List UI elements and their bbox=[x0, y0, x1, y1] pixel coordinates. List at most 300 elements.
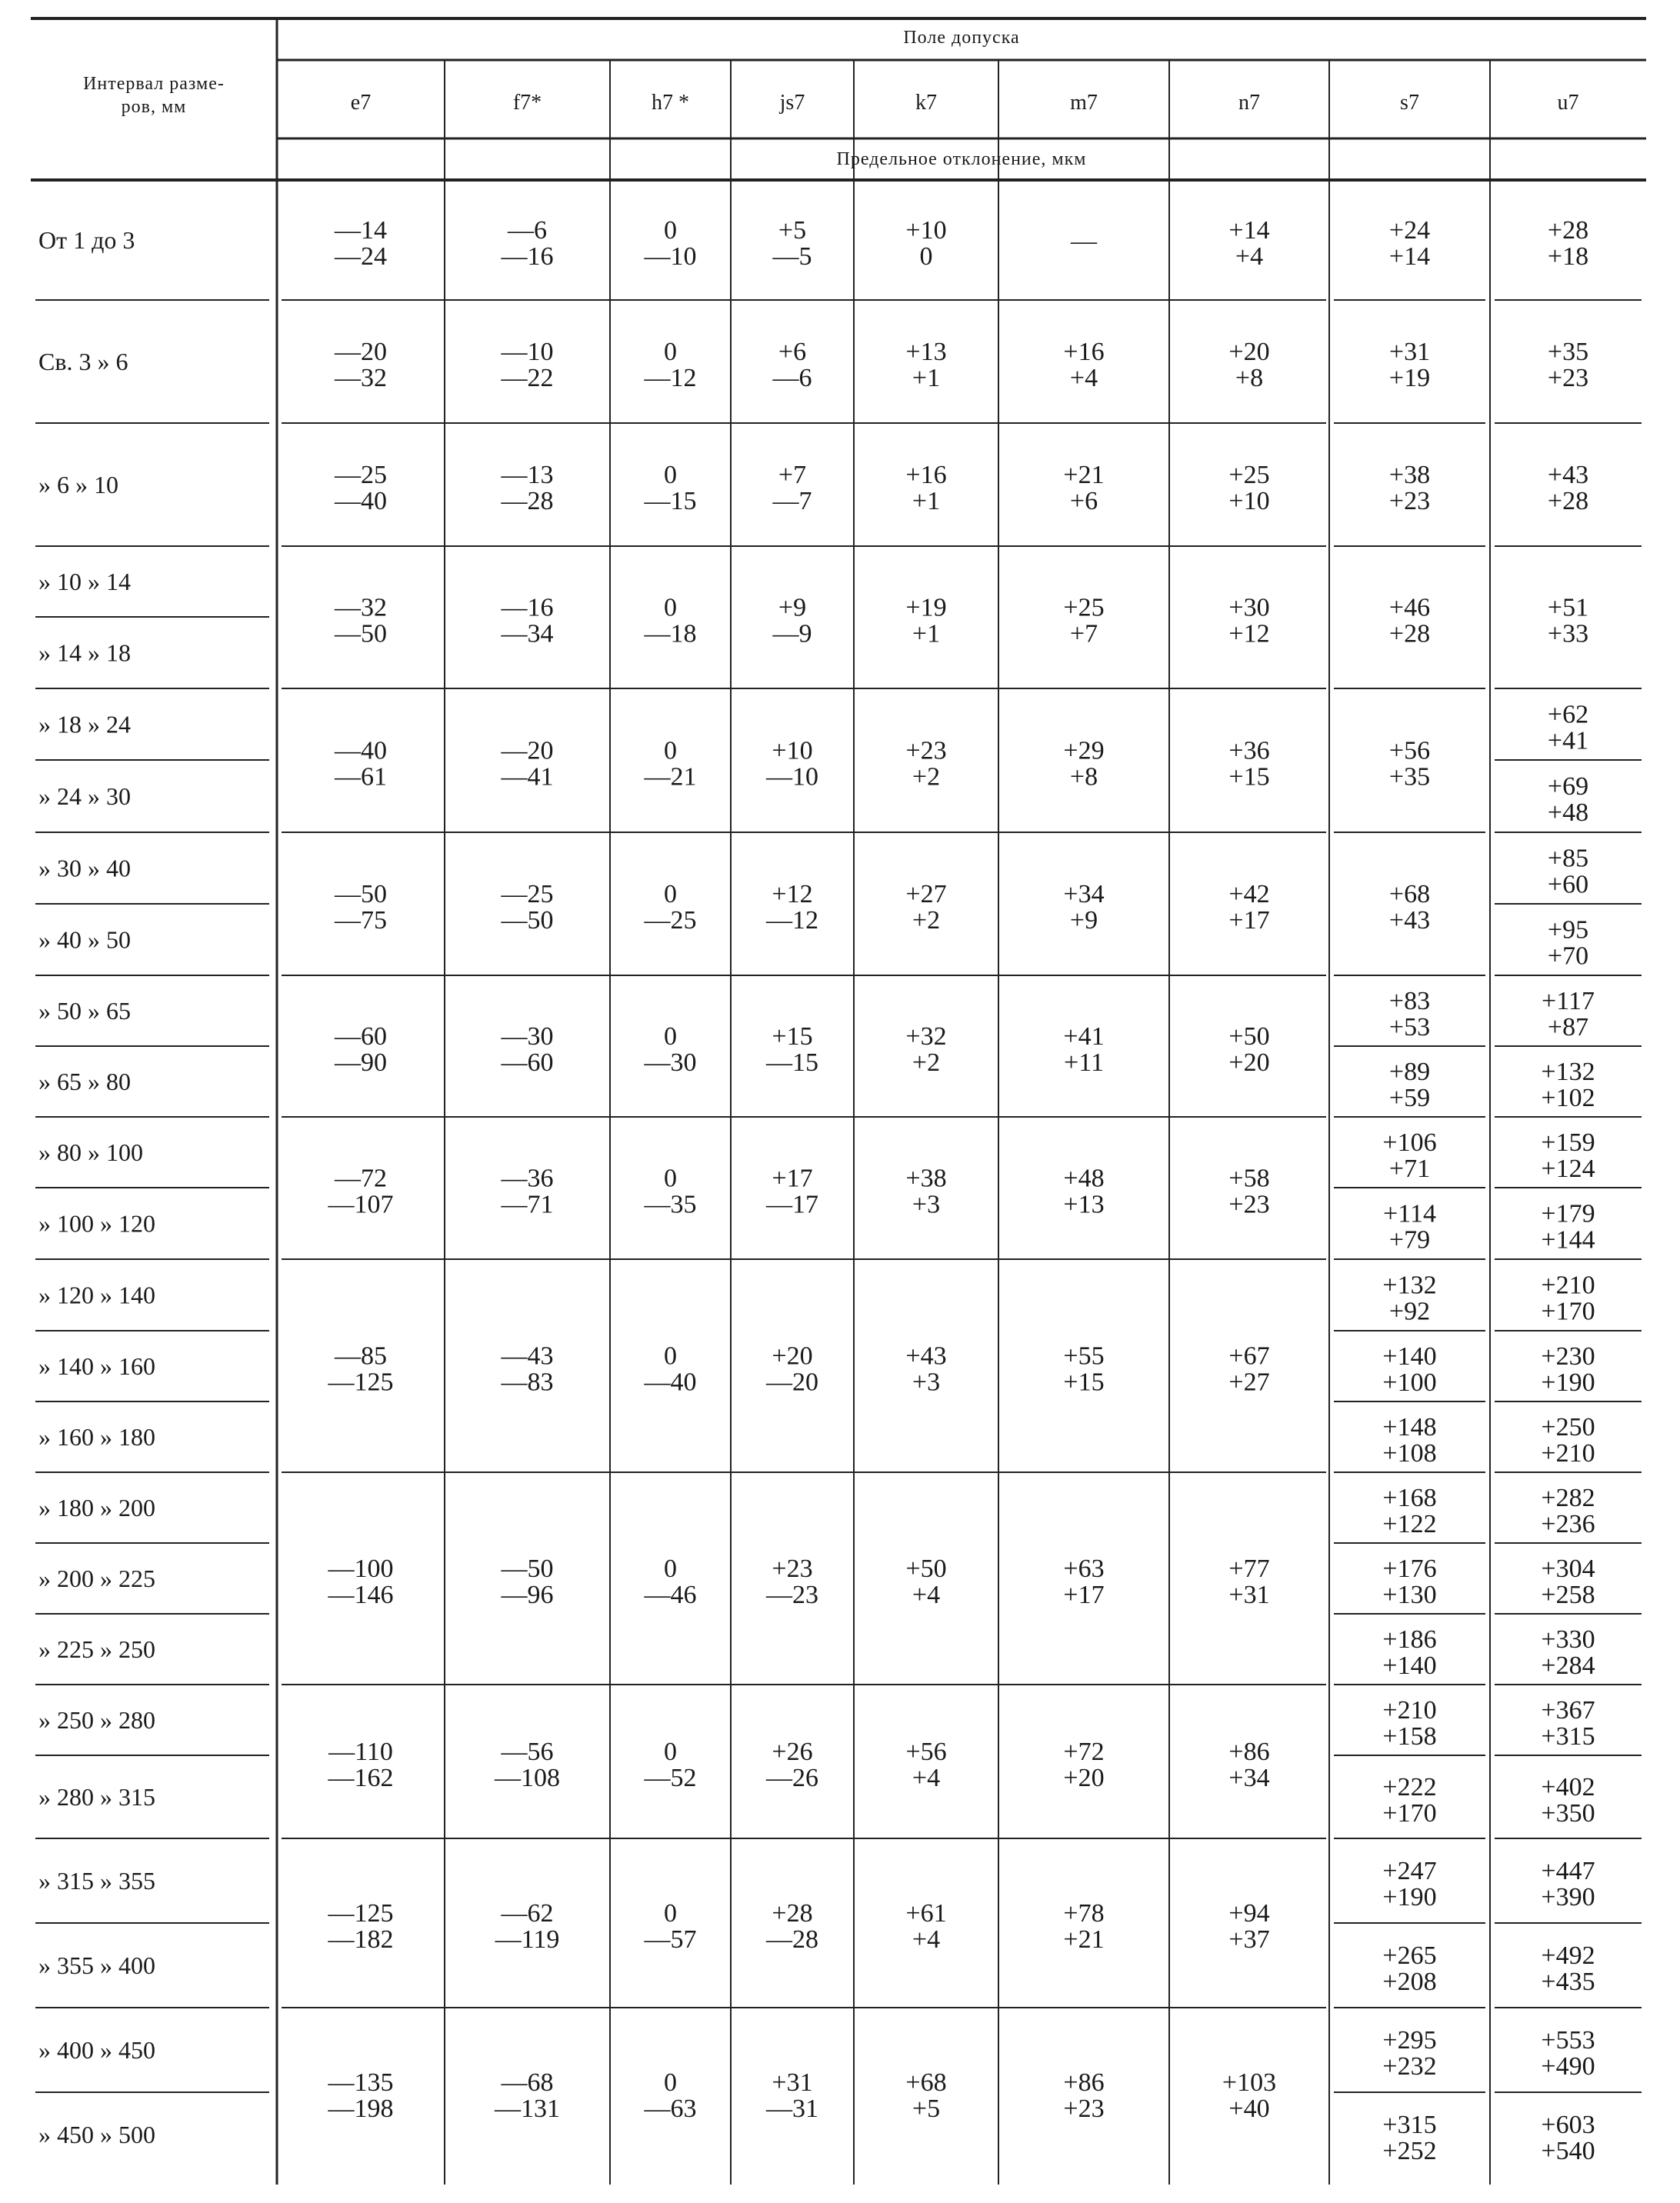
cell-h7-lower: —57 bbox=[644, 1925, 697, 1954]
cell-f7-upper: —50 bbox=[501, 1555, 554, 1583]
cell-h7-upper: 0 bbox=[664, 461, 677, 489]
cell-e7-lower: —50 bbox=[335, 619, 387, 648]
cell-js7-lower: —9 bbox=[772, 619, 812, 648]
cell-u7-lower: +33 bbox=[1547, 619, 1589, 648]
cell-e7-lower: —125 bbox=[328, 1368, 394, 1397]
cell-f7-upper: —56 bbox=[501, 1738, 554, 1766]
cell-k7-upper: +50 bbox=[905, 1555, 947, 1583]
cell-s7-upper: +132 bbox=[1382, 1271, 1437, 1300]
cell-k7-lower: +1 bbox=[912, 619, 941, 648]
cell-m7-upper: +41 bbox=[1063, 1022, 1105, 1051]
column-header-8: u7 bbox=[1557, 91, 1579, 115]
cell-m7-lower: +8 bbox=[1069, 762, 1098, 792]
cell-u7-lower: +23 bbox=[1547, 364, 1589, 392]
cell-u7-lower: +41 bbox=[1547, 726, 1589, 755]
cell-m7-lower: +9 bbox=[1069, 906, 1098, 935]
cell-u7-lower: +390 bbox=[1541, 1883, 1595, 1911]
cell-h7-upper: 0 bbox=[664, 593, 677, 622]
cell-m7-lower: +15 bbox=[1063, 1368, 1105, 1397]
cell-s7-lower: +43 bbox=[1388, 906, 1431, 935]
cell-n7-lower: +12 bbox=[1228, 619, 1270, 648]
cell-u7-lower: +236 bbox=[1541, 1510, 1595, 1538]
cell-s7-upper: +148 bbox=[1382, 1413, 1437, 1441]
cell-js7-lower: —10 bbox=[766, 762, 818, 792]
cell-m7-lower: +4 bbox=[1069, 364, 1098, 392]
column-header-7: s7 bbox=[1400, 91, 1419, 115]
cell-k7-upper: +13 bbox=[905, 338, 947, 366]
cell-s7-lower: +122 bbox=[1382, 1510, 1437, 1538]
cell-u7-lower: +315 bbox=[1541, 1722, 1595, 1751]
cell-n7-upper: +42 bbox=[1228, 880, 1270, 908]
cell-h7-upper: 0 bbox=[664, 1899, 677, 1928]
cell-m7-upper: +21 bbox=[1063, 461, 1105, 489]
cell-u7-upper: +603 bbox=[1541, 2111, 1595, 2139]
cell-u7-upper: +95 bbox=[1547, 915, 1589, 945]
cell-n7-lower: +4 bbox=[1235, 242, 1264, 271]
cell-u7-upper: +210 bbox=[1541, 1271, 1595, 1300]
interval-header-line-1: Интервал разме- bbox=[83, 74, 225, 94]
cell-e7-lower: —61 bbox=[335, 762, 387, 792]
cell-e7-lower: —75 bbox=[335, 906, 387, 935]
row-label: » 18 » 24 bbox=[38, 710, 131, 738]
cell-u7-lower: +490 bbox=[1541, 2052, 1595, 2081]
cell-s7-lower: +28 bbox=[1388, 619, 1431, 648]
cell-m7-upper: — bbox=[1071, 227, 1097, 255]
cell-s7-upper: +46 bbox=[1388, 593, 1431, 622]
cell-u7-upper: +230 bbox=[1541, 1342, 1595, 1371]
cell-u7-upper: +62 bbox=[1547, 700, 1589, 729]
cell-h7-lower: —18 bbox=[644, 619, 697, 648]
cell-s7-upper: +140 bbox=[1382, 1342, 1437, 1371]
cell-f7-upper: —20 bbox=[501, 736, 554, 765]
cell-s7-upper: +168 bbox=[1382, 1484, 1437, 1512]
cell-js7-lower: —26 bbox=[766, 1764, 818, 1792]
cell-js7-lower: —7 bbox=[772, 487, 812, 515]
cell-f7-upper: —36 bbox=[501, 1164, 554, 1193]
cell-e7-lower: —107 bbox=[328, 1190, 394, 1219]
cell-n7-upper: +20 bbox=[1228, 338, 1270, 366]
field-header: Поле допуска bbox=[903, 28, 1020, 48]
cell-u7-upper: +69 bbox=[1547, 772, 1589, 801]
cell-f7-upper: —43 bbox=[501, 1341, 554, 1371]
cell-n7-lower: +23 bbox=[1228, 1190, 1270, 1219]
row-label: » 315 » 355 bbox=[38, 1867, 155, 1895]
cell-f7-upper: —68 bbox=[501, 2068, 554, 2097]
cell-n7-upper: +77 bbox=[1228, 1555, 1270, 1583]
cell-h7-upper: 0 bbox=[664, 736, 677, 765]
cell-u7-upper: +159 bbox=[1541, 1128, 1595, 1157]
cell-s7-lower: +108 bbox=[1382, 1439, 1437, 1468]
cell-s7-upper: +247 bbox=[1382, 1857, 1437, 1885]
cell-e7-upper: —40 bbox=[335, 736, 387, 765]
cell-f7-lower: —22 bbox=[501, 364, 554, 392]
cell-e7-lower: —182 bbox=[328, 1925, 394, 1954]
cell-s7-lower: +59 bbox=[1388, 1084, 1431, 1112]
cell-f7-lower: —41 bbox=[501, 762, 554, 792]
row-label: » 280 » 315 bbox=[38, 1783, 155, 1811]
cell-js7-lower: —17 bbox=[766, 1190, 818, 1219]
cell-u7-lower: +102 bbox=[1541, 1084, 1595, 1112]
cell-s7-lower: +71 bbox=[1388, 1155, 1431, 1183]
cell-n7-lower: +20 bbox=[1228, 1048, 1270, 1077]
cell-e7-lower: —24 bbox=[335, 242, 387, 271]
cell-m7-upper: +29 bbox=[1063, 736, 1105, 765]
cell-h7-lower: —21 bbox=[644, 762, 697, 792]
cell-u7-lower: +435 bbox=[1541, 1968, 1595, 1996]
cell-f7-upper: —62 bbox=[501, 1899, 554, 1928]
cell-u7-lower: +28 bbox=[1547, 487, 1589, 515]
cell-s7-upper: +56 bbox=[1388, 736, 1431, 765]
cell-k7-upper: +56 bbox=[905, 1738, 947, 1766]
cell-h7-lower: —40 bbox=[644, 1368, 697, 1397]
cell-e7-upper: —60 bbox=[335, 1022, 387, 1051]
cell-f7-lower: —119 bbox=[495, 1925, 560, 1954]
cell-js7-lower: —6 bbox=[772, 364, 812, 392]
cell-js7-upper: +23 bbox=[772, 1555, 813, 1583]
row-label: » 120 » 140 bbox=[38, 1281, 155, 1309]
cell-u7-upper: +402 bbox=[1541, 1773, 1595, 1801]
cell-s7-upper: +106 bbox=[1382, 1128, 1437, 1157]
row-label: » 140 » 160 bbox=[38, 1352, 155, 1380]
cell-js7-upper: +5 bbox=[778, 216, 807, 245]
row-label: Св. 3 » 6 bbox=[38, 348, 128, 375]
cell-k7-upper: +10 bbox=[905, 216, 947, 245]
cell-e7-upper: —25 bbox=[335, 461, 387, 489]
cell-u7-lower: +190 bbox=[1541, 1368, 1595, 1397]
cell-u7-lower: +350 bbox=[1541, 1799, 1595, 1828]
cell-js7-lower: —12 bbox=[766, 906, 818, 935]
cell-s7-lower: +170 bbox=[1382, 1799, 1437, 1828]
cell-s7-lower: +140 bbox=[1382, 1651, 1437, 1680]
cell-u7-lower: +210 bbox=[1541, 1439, 1595, 1468]
cell-u7-lower: +48 bbox=[1547, 798, 1589, 827]
cell-f7-upper: —13 bbox=[501, 461, 554, 489]
cell-k7-upper: +23 bbox=[905, 736, 947, 765]
cell-n7-upper: +14 bbox=[1228, 216, 1270, 245]
cell-n7-upper: +58 bbox=[1228, 1164, 1270, 1193]
cell-js7-upper: +28 bbox=[772, 1899, 813, 1928]
cell-h7-upper: 0 bbox=[664, 2068, 677, 2097]
cell-js7-upper: +10 bbox=[772, 736, 813, 765]
cell-js7-lower: —15 bbox=[766, 1048, 818, 1077]
cell-k7-lower: +4 bbox=[912, 1764, 941, 1792]
cell-n7-lower: +17 bbox=[1228, 906, 1270, 935]
deviation-header: Предельное отклонение, мкм bbox=[836, 149, 1087, 169]
cell-js7-upper: +12 bbox=[772, 880, 813, 908]
cell-m7-upper: +63 bbox=[1063, 1555, 1105, 1583]
row-label: » 40 » 50 bbox=[38, 925, 131, 954]
cell-n7-lower: +15 bbox=[1228, 762, 1270, 792]
cell-u7-upper: +330 bbox=[1541, 1625, 1595, 1654]
cell-js7-upper: +9 bbox=[778, 593, 807, 622]
cell-u7-upper: +367 bbox=[1541, 1696, 1595, 1725]
cell-s7-lower: +100 bbox=[1382, 1368, 1437, 1397]
cell-m7-upper: +78 bbox=[1063, 1899, 1105, 1928]
cell-s7-upper: +176 bbox=[1382, 1555, 1437, 1583]
cell-m7-lower: +11 bbox=[1064, 1048, 1104, 1077]
cell-m7-upper: +72 bbox=[1063, 1738, 1105, 1766]
cell-s7-lower: +14 bbox=[1388, 242, 1431, 271]
column-header-4: k7 bbox=[915, 91, 937, 115]
cell-u7-upper: +492 bbox=[1541, 1941, 1595, 1970]
cell-s7-upper: +68 bbox=[1388, 880, 1431, 908]
cell-n7-upper: +103 bbox=[1222, 2068, 1277, 2097]
cell-s7-upper: +265 bbox=[1382, 1941, 1437, 1970]
cell-e7-upper: —14 bbox=[335, 216, 387, 245]
cell-e7-lower: —162 bbox=[328, 1764, 394, 1792]
cell-k7-lower: +5 bbox=[912, 2095, 941, 2123]
cell-e7-lower: —90 bbox=[335, 1048, 387, 1077]
cell-k7-upper: +19 bbox=[905, 593, 947, 622]
cell-k7-upper: +38 bbox=[905, 1164, 947, 1193]
cell-e7-upper: —125 bbox=[328, 1899, 394, 1928]
cell-n7-upper: +67 bbox=[1228, 1341, 1270, 1371]
cell-s7-lower: +92 bbox=[1388, 1297, 1431, 1326]
cell-u7-upper: +85 bbox=[1547, 844, 1589, 873]
cell-h7-lower: —46 bbox=[644, 1581, 697, 1609]
cell-f7-lower: —34 bbox=[501, 619, 554, 648]
cell-e7-upper: —50 bbox=[335, 880, 387, 908]
cell-s7-upper: +186 bbox=[1382, 1625, 1437, 1654]
cell-s7-upper: +24 bbox=[1388, 216, 1431, 245]
row-label: » 450 » 500 bbox=[38, 2121, 155, 2148]
cell-e7-lower: —146 bbox=[328, 1581, 394, 1609]
cell-h7-upper: 0 bbox=[664, 1555, 677, 1583]
cell-k7-upper: +43 bbox=[905, 1341, 947, 1371]
cell-s7-lower: +79 bbox=[1388, 1225, 1431, 1255]
cell-m7-lower: +23 bbox=[1063, 2095, 1105, 2123]
cell-m7-lower: +6 bbox=[1069, 487, 1098, 515]
cell-m7-lower: +13 bbox=[1063, 1190, 1105, 1219]
cell-u7-lower: +258 bbox=[1541, 1581, 1595, 1609]
cell-m7-upper: +86 bbox=[1063, 2068, 1105, 2097]
cell-h7-lower: —15 bbox=[644, 487, 697, 515]
cell-s7-lower: +130 bbox=[1382, 1581, 1437, 1609]
cell-u7-lower: +87 bbox=[1547, 1013, 1589, 1042]
cell-m7-upper: +34 bbox=[1063, 880, 1105, 908]
cell-h7-upper: 0 bbox=[664, 1738, 677, 1766]
row-label: » 400 » 450 bbox=[38, 2036, 155, 2064]
cell-e7-lower: —198 bbox=[328, 2095, 394, 2123]
row-label: » 225 » 250 bbox=[38, 1635, 155, 1663]
column-header-5: m7 bbox=[1070, 91, 1098, 115]
cell-s7-lower: +19 bbox=[1388, 364, 1431, 392]
cell-k7-lower: 0 bbox=[919, 242, 933, 271]
column-header-3: js7 bbox=[779, 91, 805, 115]
row-label: » 250 » 280 bbox=[38, 1706, 155, 1734]
cell-k7-lower: +4 bbox=[912, 1925, 941, 1954]
cell-js7-upper: +7 bbox=[778, 461, 807, 489]
row-label: » 30 » 40 bbox=[38, 854, 131, 882]
cell-s7-lower: +158 bbox=[1382, 1722, 1437, 1751]
cell-h7-upper: 0 bbox=[664, 1022, 677, 1051]
cell-s7-upper: +222 bbox=[1382, 1773, 1437, 1801]
cell-js7-upper: +15 bbox=[772, 1022, 813, 1051]
row-label: » 10 » 14 bbox=[38, 568, 131, 595]
cell-js7-upper: +31 bbox=[772, 2068, 813, 2097]
cell-k7-upper: +27 bbox=[905, 880, 947, 908]
row-label: » 200 » 225 bbox=[38, 1565, 155, 1592]
cell-k7-upper: +16 bbox=[905, 461, 947, 489]
cell-u7-lower: +18 bbox=[1547, 242, 1589, 271]
cell-k7-upper: +68 bbox=[905, 2068, 947, 2097]
cell-f7-lower: —16 bbox=[501, 242, 554, 271]
row-label: От 1 до 3 bbox=[38, 226, 135, 254]
cell-u7-upper: +304 bbox=[1541, 1555, 1595, 1583]
cell-u7-upper: +51 bbox=[1547, 593, 1589, 622]
cell-n7-upper: +94 bbox=[1228, 1899, 1270, 1928]
cell-k7-lower: +1 bbox=[912, 487, 941, 515]
column-header-6: n7 bbox=[1238, 91, 1260, 115]
row-label: » 355 » 400 bbox=[38, 1951, 155, 1979]
cell-u7-upper: +282 bbox=[1541, 1484, 1595, 1512]
cell-h7-upper: 0 bbox=[664, 880, 677, 908]
cell-u7-lower: +284 bbox=[1541, 1651, 1595, 1680]
cell-f7-upper: —30 bbox=[501, 1022, 554, 1051]
cell-s7-lower: +53 bbox=[1388, 1013, 1431, 1042]
cell-s7-upper: +89 bbox=[1388, 1058, 1431, 1086]
cell-n7-lower: +31 bbox=[1228, 1581, 1270, 1609]
cell-js7-upper: +6 bbox=[778, 338, 807, 366]
cell-e7-upper: —32 bbox=[335, 593, 387, 622]
cell-k7-lower: +2 bbox=[912, 1048, 941, 1077]
cell-n7-upper: +86 bbox=[1228, 1738, 1270, 1766]
cell-f7-lower: —60 bbox=[501, 1048, 554, 1077]
cell-js7-lower: —31 bbox=[766, 2095, 818, 2123]
cell-e7-upper: —100 bbox=[328, 1555, 394, 1583]
cell-k7-upper: +32 bbox=[905, 1022, 947, 1051]
cell-h7-lower: —12 bbox=[644, 364, 697, 392]
cell-n7-upper: +36 bbox=[1228, 736, 1270, 765]
cell-n7-upper: +50 bbox=[1228, 1022, 1270, 1051]
cell-n7-upper: +25 bbox=[1228, 461, 1270, 489]
cell-k7-lower: +4 bbox=[912, 1581, 941, 1609]
row-label: » 100 » 120 bbox=[38, 1209, 155, 1238]
cell-s7-lower: +252 bbox=[1382, 2137, 1437, 2165]
cell-h7-lower: —63 bbox=[644, 2095, 697, 2123]
cell-u7-upper: +179 bbox=[1541, 1199, 1595, 1228]
cell-n7-lower: +34 bbox=[1228, 1764, 1270, 1792]
cell-f7-lower: —50 bbox=[501, 906, 554, 935]
cell-n7-lower: +10 bbox=[1228, 487, 1270, 515]
cell-h7-lower: —52 bbox=[644, 1764, 697, 1792]
cell-h7-lower: —25 bbox=[644, 906, 697, 935]
row-label: » 6 » 10 bbox=[38, 471, 118, 498]
cell-h7-upper: 0 bbox=[664, 1341, 677, 1371]
cell-k7-lower: +2 bbox=[912, 906, 941, 935]
cell-h7-lower: —10 bbox=[644, 242, 697, 271]
cell-m7-lower: +17 bbox=[1063, 1581, 1105, 1609]
cell-s7-upper: +114 bbox=[1383, 1199, 1436, 1228]
cell-s7-upper: +315 bbox=[1382, 2111, 1437, 2139]
cell-m7-lower: +21 bbox=[1063, 1925, 1105, 1954]
cell-m7-upper: +25 bbox=[1063, 593, 1105, 622]
cell-f7-upper: —25 bbox=[501, 880, 554, 908]
cell-js7-lower: —28 bbox=[766, 1925, 818, 1954]
cell-f7-lower: —131 bbox=[495, 2095, 560, 2123]
row-label: » 180 » 200 bbox=[38, 1494, 155, 1521]
cell-s7-upper: +210 bbox=[1382, 1696, 1437, 1725]
row-label: » 80 » 100 bbox=[38, 1138, 143, 1166]
column-header-2: h7 * bbox=[652, 91, 689, 115]
cell-n7-lower: +37 bbox=[1228, 1925, 1270, 1954]
cell-f7-lower: —28 bbox=[501, 487, 554, 515]
cell-h7-lower: —30 bbox=[644, 1048, 697, 1077]
cell-m7-lower: +20 bbox=[1063, 1764, 1105, 1792]
cell-h7-lower: —35 bbox=[644, 1190, 697, 1219]
cell-f7-lower: —83 bbox=[501, 1368, 554, 1397]
cell-s7-lower: +208 bbox=[1382, 1968, 1437, 1996]
cell-js7-upper: +20 bbox=[772, 1341, 813, 1371]
cell-u7-upper: +117 bbox=[1542, 987, 1595, 1015]
cell-u7-upper: +35 bbox=[1547, 338, 1589, 366]
interval-header-line-2: ров, мм bbox=[121, 97, 187, 117]
cell-h7-upper: 0 bbox=[664, 216, 677, 245]
cell-f7-lower: —71 bbox=[501, 1190, 554, 1219]
cell-m7-upper: +48 bbox=[1063, 1164, 1105, 1193]
cell-n7-lower: +27 bbox=[1228, 1368, 1270, 1397]
cell-e7-upper: —135 bbox=[328, 2068, 394, 2097]
cell-e7-lower: —32 bbox=[335, 364, 387, 392]
cell-e7-upper: —20 bbox=[335, 338, 387, 366]
cell-h7-upper: 0 bbox=[664, 338, 677, 366]
cell-s7-upper: +295 bbox=[1382, 2026, 1437, 2055]
cell-u7-upper: +132 bbox=[1541, 1058, 1595, 1086]
cell-k7-lower: +3 bbox=[912, 1190, 941, 1219]
column-header-0: e7 bbox=[350, 91, 372, 115]
cell-f7-upper: —10 bbox=[501, 338, 554, 366]
cell-f7-lower: —96 bbox=[501, 1581, 554, 1609]
cell-js7-upper: +17 bbox=[772, 1164, 813, 1193]
row-label: » 50 » 65 bbox=[38, 997, 131, 1025]
row-label: » 14 » 18 bbox=[38, 638, 131, 667]
cell-u7-lower: +70 bbox=[1547, 942, 1589, 971]
cell-n7-upper: +30 bbox=[1228, 593, 1270, 622]
cell-u7-upper: +553 bbox=[1541, 2026, 1595, 2055]
cell-s7-lower: +190 bbox=[1382, 1883, 1437, 1911]
cell-js7-lower: —5 bbox=[772, 242, 812, 271]
cell-u7-lower: +60 bbox=[1547, 870, 1589, 899]
cell-js7-lower: —23 bbox=[766, 1581, 818, 1609]
cell-js7-lower: —20 bbox=[766, 1368, 818, 1397]
cell-u7-lower: +170 bbox=[1541, 1297, 1595, 1326]
cell-s7-upper: +83 bbox=[1388, 987, 1431, 1015]
cell-h7-upper: 0 bbox=[664, 1164, 677, 1193]
cell-u7-lower: +124 bbox=[1541, 1155, 1595, 1183]
cell-s7-lower: +232 bbox=[1382, 2052, 1437, 2081]
cell-k7-upper: +61 bbox=[905, 1899, 947, 1928]
cell-k7-lower: +2 bbox=[912, 762, 941, 792]
cell-e7-upper: —72 bbox=[335, 1164, 387, 1193]
cell-u7-lower: +540 bbox=[1541, 2137, 1595, 2165]
row-label: » 160 » 180 bbox=[38, 1423, 155, 1451]
column-header-1: f7* bbox=[512, 91, 542, 115]
row-label: » 65 » 80 bbox=[38, 1068, 131, 1095]
cell-js7-upper: +26 bbox=[772, 1738, 813, 1766]
cell-f7-upper: —6 bbox=[508, 216, 547, 245]
cell-u7-upper: +28 bbox=[1547, 216, 1589, 245]
row-label: » 24 » 30 bbox=[38, 782, 131, 810]
cell-s7-lower: +23 bbox=[1388, 487, 1431, 515]
cell-k7-lower: +3 bbox=[912, 1368, 941, 1397]
cell-e7-upper: —85 bbox=[335, 1341, 387, 1371]
cell-u7-lower: +144 bbox=[1541, 1225, 1595, 1255]
cell-n7-lower: +40 bbox=[1228, 2095, 1270, 2123]
cell-s7-upper: +38 bbox=[1388, 461, 1431, 489]
cell-m7-lower: +7 bbox=[1069, 619, 1098, 648]
cell-f7-upper: —16 bbox=[501, 593, 554, 622]
cell-u7-upper: +43 bbox=[1547, 461, 1589, 489]
